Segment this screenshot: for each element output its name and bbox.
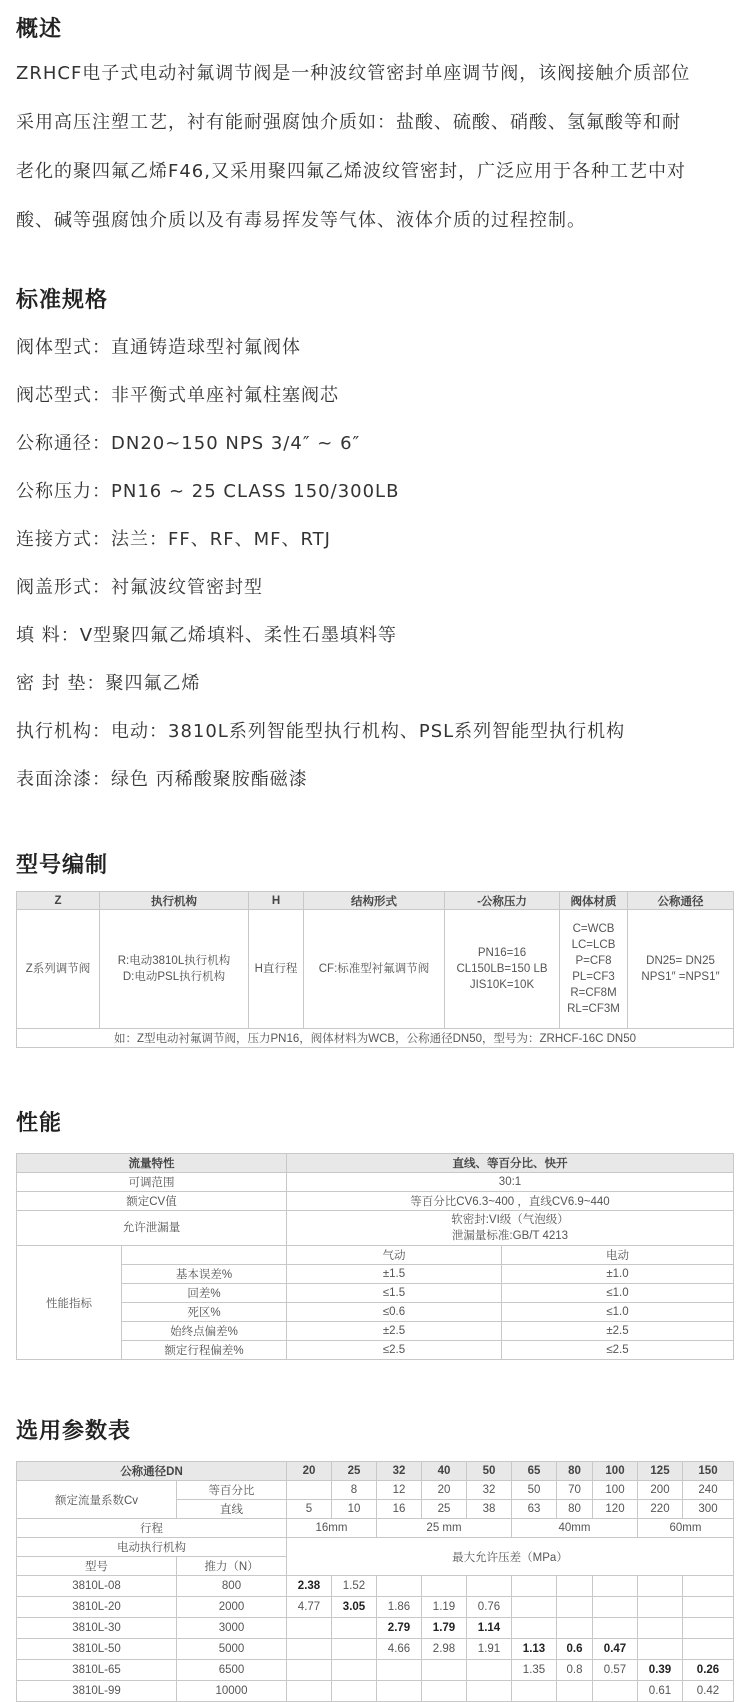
sel-row-value: 0.42 [683,1681,734,1702]
spec-list [16,324,734,804]
sel-eq-cell: 50 [512,1481,557,1500]
sel-row-value [593,1681,638,1702]
sel-row-value [467,1681,512,1702]
sel-row-value [683,1576,734,1597]
sel-stroke-cell: 25 mm [377,1519,512,1538]
sel-eq-label: 等百分比 [177,1481,287,1500]
sel-lin-cell: 5 [287,1500,332,1519]
sel-row-value: 0.39 [638,1660,683,1681]
spec-item: 阀体型式：直通铸造球型衬氟阀体 [16,337,301,358]
model-structure-cell: CF:标准型衬氟调节阀 [304,910,445,1029]
sel-row-value [377,1660,422,1681]
perf-row-electric: ±2.5 [502,1322,734,1341]
model-material-option: P=CF8 [575,955,612,967]
model-header-cell: 执行机构 [100,892,249,910]
model-example-note: 如：Z型电动衬氟调节阀，压力PN16，阀体材料为WCB，公称通径DN50，型号为：ZRHCF-16C DN50 [17,1029,734,1048]
spec-item: 填 料：V型聚四氟乙烯填料、柔性石墨填料等 [16,625,398,646]
overview-line: ZRHCF电子式电动衬氟调节阀是一种波纹管密封单座调节阀，该阀接触介质部位 [16,63,691,84]
perf-leak-label: 允许泄漏量 [17,1211,287,1246]
perf-row-pneumatic: ±1.5 [287,1265,502,1284]
sel-row-value [512,1597,557,1618]
sel-lin-cell: 38 [467,1500,512,1519]
sel-row-value: 1.35 [512,1660,557,1681]
sel-lin-cell: 63 [512,1500,557,1519]
sel-dn-cell: 32 [377,1462,422,1481]
sel-row-model: 3810L-08 [17,1576,177,1597]
sel-row-value [593,1597,638,1618]
sel-thrust-label: 推力（N） [177,1557,287,1576]
sel-row-thrust: 10000 [177,1681,287,1702]
perf-row-pneumatic: ≤2.5 [287,1341,502,1360]
perf-row-electric: ≤1.0 [502,1303,734,1322]
sel-row-value: 0.47 [593,1639,638,1660]
model-pressure-option: PN16=16 [477,947,527,959]
model-header-cell: 公称通径 [628,892,734,910]
sel-row-value [593,1618,638,1639]
sel-row-value [683,1597,734,1618]
spec-section [16,283,734,804]
sel-dn-label: 公称通径DN [17,1462,287,1481]
sel-lin-cell: 10 [332,1500,377,1519]
sel-row-value [638,1618,683,1639]
sel-eq-cell: 70 [557,1481,593,1500]
performance-title: 性能 [16,1111,63,1136]
sel-dn-cell: 65 [512,1462,557,1481]
model-actuator-option: R:电动3810L执行机构 [117,955,231,967]
sel-row-value [377,1576,422,1597]
spec-item: 公称通径：DN20~150 NPS 3/4″ ~ 6″ [16,433,361,454]
sel-max-dp-label: 最大允许压差（MPa） [287,1538,734,1576]
sel-row-thrust: 6500 [177,1660,287,1681]
perf-cv-value: 等百分比CV6.3~400 ，直线CV6.9~440 [287,1192,734,1211]
sel-row-model: 3810L-50 [17,1639,177,1660]
sel-row-model: 3810L-30 [17,1618,177,1639]
spec-item: 公称压力：PN16 ~ 25 CLASS 150/300LB [16,481,400,502]
sel-row-value [377,1681,422,1702]
model-dn-option: DN25= DN25 [646,955,715,967]
model-material-option: C=WCB [572,923,615,935]
sel-row-value: 0.61 [638,1681,683,1702]
perf-flow-char-label: 流量特性 [17,1154,287,1173]
sel-row-value [287,1681,332,1702]
perf-row-name: 死区% [122,1303,287,1322]
sel-dn-cell: 80 [557,1462,593,1481]
sel-row-value [422,1660,467,1681]
sel-row-value [512,1576,557,1597]
sel-row-value: 1.19 [422,1597,467,1618]
sel-dn-cell: 20 [287,1462,332,1481]
perf-flow-char-value: 直线、等百分比、快开 [287,1154,734,1173]
sel-eq-cell: 20 [422,1481,467,1500]
model-material-cell [560,910,628,1029]
sel-eq-cell: 8 [332,1481,377,1500]
model-stroke-cell: H直行程 [249,910,304,1029]
sel-row-value [332,1681,377,1702]
sel-lin-cell: 25 [422,1500,467,1519]
perf-leak-line: 软密封:VI级（气泡级） [451,1214,569,1226]
performance-table [16,1153,734,1360]
perf-row-name: 回差% [122,1284,287,1303]
sel-lin-cell: 300 [683,1500,734,1519]
model-dn-cell [628,910,734,1029]
sel-row-value [593,1576,638,1597]
sel-row-value: 2.38 [287,1576,332,1597]
perf-leak-line: 泄漏量标准:GB/T 4213 [451,1230,569,1242]
model-header-cell: 结构形式 [304,892,445,910]
sel-row-value: 0.57 [593,1660,638,1681]
sel-eq-cell: 200 [638,1481,683,1500]
overview-line: 酸、碱等强腐蚀介质以及有毒易挥发等气体、液体介质的过程控制。 [16,210,586,231]
model-dn-option: NPS1″ =NPS1″ [641,971,720,983]
perf-row-name: 额定行程偏差% [122,1341,287,1360]
sel-row-value [287,1618,332,1639]
sel-dn-cell: 150 [683,1462,734,1481]
model-header-cell: -公称压力 [445,892,560,910]
spec-item: 阀盖形式：衬氟波纹管密封型 [16,577,263,598]
model-pressure-option: JIS10K=10K [469,979,535,991]
sel-dn-cell: 50 [467,1462,512,1481]
sel-eq-cell [287,1481,332,1500]
sel-dn-cell: 40 [422,1462,467,1481]
sel-row-value [683,1639,734,1660]
sel-row-value [557,1576,593,1597]
sel-row-value: 0.8 [557,1660,593,1681]
sel-row-thrust: 3000 [177,1618,287,1639]
sel-row-value: 1.13 [512,1639,557,1660]
selection-title: 选用参数表 [16,1419,132,1444]
overview-title: 概述 [16,17,63,42]
selection-table [16,1461,734,1702]
sel-row-value [332,1639,377,1660]
sel-row-value [467,1576,512,1597]
model-actuator-cell [100,910,249,1029]
perf-range-label: 可调范围 [17,1173,287,1192]
perf-col-electric: 电动 [502,1246,734,1265]
sel-row-value [638,1576,683,1597]
overview-text [16,49,734,245]
model-table [16,891,734,1048]
sel-row-thrust: 2000 [177,1597,287,1618]
spec-title: 标准规格 [16,288,109,313]
sel-dn-cell: 125 [638,1462,683,1481]
overview-line: 采用高压注塑工艺，衬有能耐强腐蚀介质如：盐酸、硫酸、硝酸、氢氟酸等和耐 [16,112,681,133]
sel-row-value [467,1660,512,1681]
sel-row-value: 1.52 [332,1576,377,1597]
selection-section [16,1414,734,1702]
perf-row-pneumatic: ≤0.6 [287,1303,502,1322]
model-header-cell: H [249,892,304,910]
sel-actuator-label: 电动执行机构 [17,1538,287,1557]
sel-row-model: 3810L-99 [17,1681,177,1702]
perf-range-value: 30:1 [287,1173,734,1192]
performance-section [16,1106,734,1360]
sel-row-value: 4.66 [377,1639,422,1660]
model-pressure-option: CL150LB=150 LB [456,963,548,975]
perf-leak-value [287,1211,734,1246]
perf-row-name: 始终点偏差% [122,1322,287,1341]
sel-stroke-label: 行程 [17,1519,287,1538]
sel-model-label: 型号 [17,1557,177,1576]
spec-item: 连接方式：法兰：FF、RF、MF、RTJ [16,529,331,550]
sel-row-model: 3810L-20 [17,1597,177,1618]
sel-row-value [332,1618,377,1639]
sel-row-value: 0.6 [557,1639,593,1660]
perf-row-pneumatic: ±2.5 [287,1322,502,1341]
perf-empty-cell [122,1246,287,1265]
sel-eq-cell: 32 [467,1481,512,1500]
spec-item: 执行机构：电动：3810L系列智能型执行机构、PSL系列智能型执行机构 [16,721,626,742]
spec-item: 表面涂漆：绿色 丙稀酸聚胺酯磁漆 [16,769,308,790]
sel-lin-cell: 16 [377,1500,422,1519]
sel-row-value: 0.26 [683,1660,734,1681]
sel-row-value: 3.05 [332,1597,377,1618]
spec-item: 阀芯型式：非平衡式单座衬氟柱塞阀芯 [16,385,339,406]
sel-row-thrust: 800 [177,1576,287,1597]
sel-row-value: 1.91 [467,1639,512,1660]
sel-row-value [638,1597,683,1618]
sel-lin-cell: 80 [557,1500,593,1519]
sel-row-value [512,1618,557,1639]
sel-eq-cell: 100 [593,1481,638,1500]
perf-col-pneumatic: 气动 [287,1246,502,1265]
perf-row-electric: ≤1.0 [502,1284,734,1303]
model-header-cell: Z [17,892,100,910]
perf-cv-label: 额定CV值 [17,1192,287,1211]
model-material-option: RL=CF3M [567,1003,620,1015]
sel-eq-cell: 12 [377,1481,422,1500]
sel-dn-cell: 25 [332,1462,377,1481]
model-material-option: LC=LCB [571,939,616,951]
sel-cv-label: 额定流量系数Cv [17,1481,177,1519]
sel-row-value: 4.77 [287,1597,332,1618]
model-material-option: PL=CF3 [572,971,615,983]
sel-row-value [683,1618,734,1639]
sel-row-value [557,1618,593,1639]
sel-row-value: 1.86 [377,1597,422,1618]
overview-line: 老化的聚四氟乙烯F46,又采用聚四氟乙烯波纹管密封，广泛应用于各种工艺中对 [16,161,686,182]
model-header-cell: 阀体材质 [560,892,628,910]
sel-stroke-cell: 60mm [638,1519,734,1538]
sel-row-value [332,1660,377,1681]
sel-row-thrust: 5000 [177,1639,287,1660]
sel-row-value [557,1597,593,1618]
sel-row-value: 2.79 [377,1618,422,1639]
sel-lin-label: 直线 [177,1500,287,1519]
sel-row-model: 3810L-65 [17,1660,177,1681]
sel-row-value [422,1576,467,1597]
sel-row-value: 0.76 [467,1597,512,1618]
sel-lin-cell: 220 [638,1500,683,1519]
model-section [16,848,734,1048]
sel-row-value: 1.14 [467,1618,512,1639]
perf-row-electric: ≤2.5 [502,1341,734,1360]
model-title: 型号编制 [16,853,109,878]
perf-row-electric: ±1.0 [502,1265,734,1284]
sel-dn-cell: 100 [593,1462,638,1481]
sel-row-value [287,1639,332,1660]
sel-row-value: 2.98 [422,1639,467,1660]
sel-row-value [512,1681,557,1702]
spec-item: 密 封 垫：聚四氟乙烯 [16,673,201,694]
sel-row-value [638,1639,683,1660]
model-material-option: R=CF8M [570,987,617,999]
sel-row-value [287,1660,332,1681]
model-pressure-cell [445,910,560,1029]
perf-row-name: 基本误差% [122,1265,287,1284]
sel-lin-cell: 120 [593,1500,638,1519]
perf-indicator-label: 性能指标 [17,1246,122,1360]
sel-stroke-cell: 40mm [512,1519,638,1538]
sel-row-value: 1.79 [422,1618,467,1639]
sel-eq-cell: 240 [683,1481,734,1500]
sel-row-value [422,1681,467,1702]
sel-row-value [557,1681,593,1702]
model-actuator-option: D:电动PSL执行机构 [122,971,226,983]
perf-row-pneumatic: ≤1.5 [287,1284,502,1303]
sel-stroke-cell: 16mm [287,1519,377,1538]
model-series-cell: Z系列调节阀 [17,910,100,1029]
overview-section [16,0,734,245]
